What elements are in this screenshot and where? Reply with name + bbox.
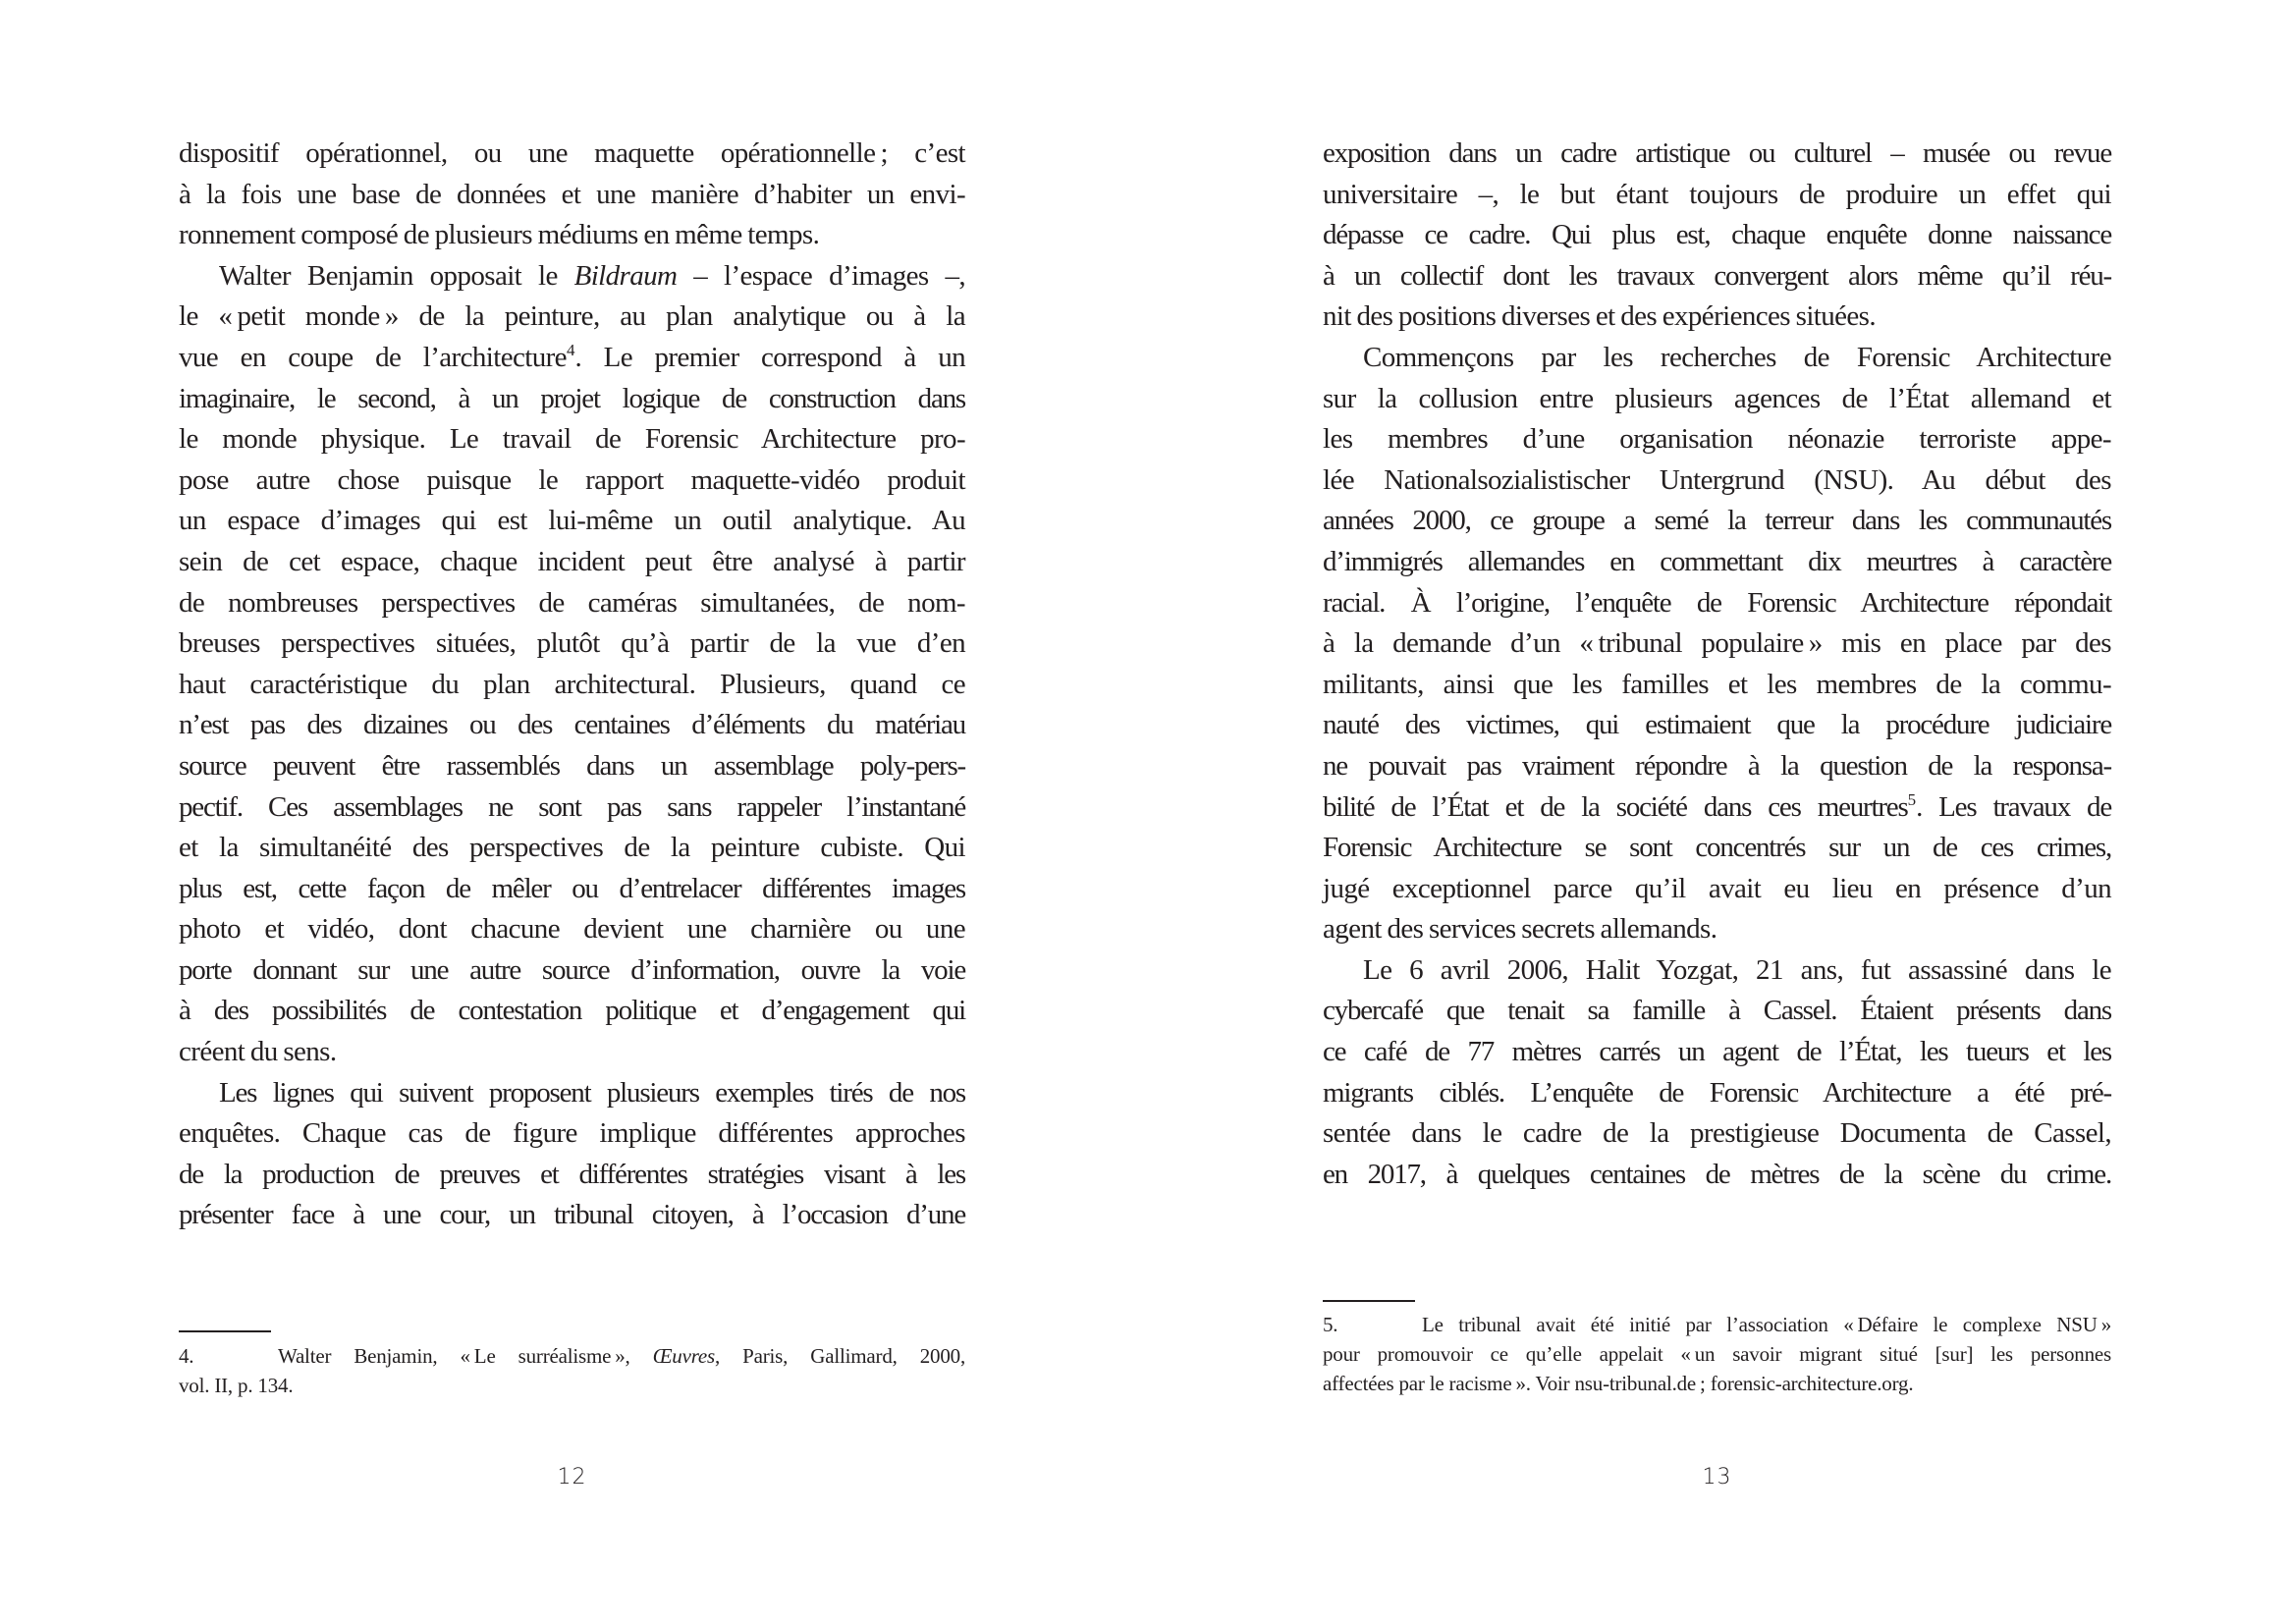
text-line: le « petit monde » de la peinture, au plan analytique ou à la — [179, 300, 965, 333]
left-page — [0, 0, 1144, 1624]
text-segment: – — [677, 259, 725, 292]
text-line: sur la collusion entre plusieurs agences de l’État allemand et — [1323, 382, 2111, 414]
text-line: ronnement composé de plusieurs médiums en même temps. — [179, 219, 820, 251]
text-line: de nombreuses perspectives de caméras simultanées, de nom- — [179, 586, 965, 619]
text-line: présenter face à une cour, un tribunal citoyen, à l’occasion d’une — [179, 1199, 965, 1231]
text-line: n’est pas des dizaines ou des centaines d’éléments du matériau — [179, 709, 965, 741]
footnote-reference[interactable]: 4 — [566, 340, 575, 359]
text-line: lée Nationalsozialistischer Untergrund (NSU). Au début des — [1323, 463, 2111, 496]
text-line — [1323, 787, 2111, 829]
footnote-4 — [179, 1341, 965, 1400]
text-line: dépasse ce cadre. Qui plus est, chaque enquête donne naissance — [1323, 219, 2111, 251]
text-line: dispositif opérationnel, ou une maquette opérationnelle ; c’est — [179, 137, 965, 169]
text-line: le monde physique. Le travail de Forensic Architecture pro- — [179, 423, 965, 456]
text-line: sentée dans le cadre de la prestigieuse Documenta de Cassel, — [1323, 1117, 2111, 1150]
text-line: ne pouvait pas vraiment répondre à la question de la responsa- — [1323, 749, 2111, 782]
text-line: agent des services secrets allemands. — [1323, 913, 1717, 946]
footnote-number: 4. — [179, 1344, 194, 1368]
footnote-number: 5. — [1323, 1313, 1338, 1336]
text-line: à un collectif dont les travaux convergent alors même qu’il réu- — [1323, 259, 2111, 292]
text-line: universitaire –, le but étant toujours de produire un effet qui — [1323, 178, 2111, 210]
text-line: de la production de preuves et différentes stratégies visant à les — [179, 1158, 965, 1190]
text-line: porte donnant sur une autre source d’information, ouvre la voie — [179, 953, 965, 986]
text-line: nauté des victimes, qui estimaient que la procédure judiciaire — [1323, 709, 2111, 741]
text-line: ce café de 77 mètres carrés un agent de l’État, les tueurs et les — [1323, 1036, 2111, 1068]
text-line: un espace d’images qui est lui-même un outil analytique. Au — [179, 505, 965, 537]
text-line — [179, 338, 965, 379]
footnote-separator — [179, 1330, 271, 1332]
text-segment: Le tribunal avait été initié par l’association « Défaire le complexe NSU » — [1422, 1313, 2111, 1336]
text-line: Le 6 avril 2006, Halit Yozgat, 21 ans, fut assassiné dans le — [1363, 953, 2111, 986]
text-line: à des possibilités de contestation politique et d’engagement qui — [179, 995, 965, 1027]
text-line: à la fois une base de données et une manière d’habiter un envi- — [179, 178, 965, 210]
text-line: cybercafé que tenait sa famille à Cassel. Étaient présents dans — [1323, 995, 2111, 1027]
italic-title: Œuvres — [652, 1344, 716, 1368]
text-segment: . Les travaux de — [1916, 790, 2111, 823]
text-line: et la simultanéité des perspectives de la peinture cubiste. Qui — [179, 832, 965, 864]
text-line: sein de cet espace, chaque incident peut être analysé à partir — [179, 545, 965, 577]
footnote-line: pour promouvoir ce qu’elle appelait « un savoir migrant situé [sur] les personnes — [1323, 1342, 2111, 1366]
right-page — [1144, 0, 2289, 1624]
text-line: à la demande d’un « tribunal populaire » mis en place par des — [1323, 627, 2111, 660]
text-line: breuses perspectives situées, plutôt qu’à partir de la vue d’en — [179, 627, 965, 660]
text-line: source peuvent être rassemblés dans un assemblage poly-pers- — [179, 749, 965, 782]
text-line: imaginaire, le second, à un projet logique de construction dans — [179, 382, 965, 414]
text-segment: l’espace d’images –, — [724, 259, 965, 292]
footnote-line: affectées par le racisme ». Voir nsu-tribunal.de ; forensic-architecture.org. — [1323, 1372, 1914, 1395]
text-line: les membres d’une organisation néonazie terroriste appe- — [1323, 423, 2111, 456]
text-line: nit des positions diverses et des expériences situées. — [1323, 300, 1877, 333]
page-number: 12 — [557, 1465, 587, 1489]
italic-term: Bildraum — [573, 259, 678, 292]
text-line: années 2000, ce groupe a semé la terreur dans les communautés — [1323, 505, 2111, 537]
footnote-5 — [1323, 1310, 2111, 1398]
footnote-line — [1323, 1310, 2111, 1339]
text-segment: Walter Benjamin opposait le — [219, 259, 574, 292]
body-text — [1323, 134, 2111, 1195]
text-line: pose autre chose puisque le rapport maquette-vidéo produit — [179, 463, 965, 496]
footnote-separator — [1323, 1300, 1415, 1302]
footnote-line — [179, 1341, 965, 1371]
text-line: photo et vidéo, dont chacune devient une charnière ou une — [179, 913, 965, 946]
text-line: exposition dans un cadre artistique ou culturel – musée ou revue — [1323, 137, 2111, 169]
text-line: migrants ciblés. L’enquête de Forensic Architecture a été pré- — [1323, 1076, 2111, 1109]
text-segment: . Le premier correspond à un — [574, 341, 965, 373]
text-segment: bilité de l’État et de la société dans ces meurtres — [1323, 790, 1908, 823]
text-segment: vue en coupe de l’architecture — [179, 341, 567, 373]
text-line: d’immigrés allemandes en commettant dix meurtres à caractère — [1323, 545, 2111, 577]
text-line: militants, ainsi que les familles et les membres de la commu- — [1323, 668, 2111, 700]
text-segment: , Paris, Gallimard, 2000, — [715, 1344, 965, 1368]
footnote-line: vol. II, p. 134. — [179, 1374, 294, 1397]
body-text — [179, 134, 965, 1236]
text-line: racial. À l’origine, l’enquête de Forensic Architecture répondait — [1323, 586, 2111, 619]
page-number: 13 — [1702, 1465, 1732, 1489]
text-line: jugé exceptionnel parce qu’il avait eu lieu en présence d’un — [1323, 872, 2111, 904]
text-line: Forensic Architecture se sont concentrés sur un de ces crimes, — [1323, 832, 2111, 864]
text-line — [179, 256, 965, 298]
text-line: Commençons par les recherches de Forensic Architecture — [1363, 341, 2111, 373]
footnote-reference[interactable]: 5 — [1907, 789, 1917, 809]
text-line: plus est, cette façon de mêler ou d’entrelacer différentes images — [179, 872, 965, 904]
text-line: haut caractéristique du plan architectural. Plusieurs, quand ce — [179, 668, 965, 700]
text-line: pectif. Ces assemblages ne sont pas sans rappeler l’instantané — [179, 790, 965, 823]
text-line: créent du sens. — [179, 1036, 337, 1068]
text-line: Les lignes qui suivent proposent plusieurs exemples tirés de nos — [219, 1076, 965, 1109]
text-line: enquêtes. Chaque cas de figure implique différentes approches — [179, 1117, 965, 1150]
text-segment: Walter Benjamin, « Le surréalisme », — [278, 1344, 653, 1368]
text-line: en 2017, à quelques centaines de mètres de la scène du crime. — [1323, 1158, 2111, 1190]
